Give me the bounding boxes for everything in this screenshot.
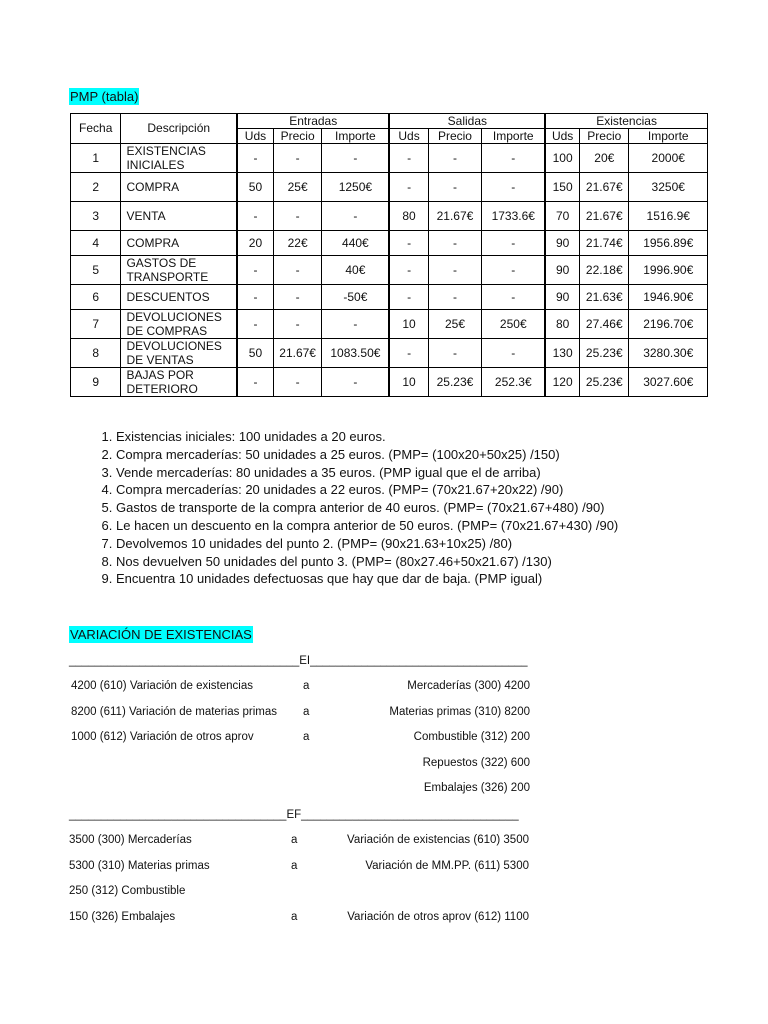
table-cell: 20 xyxy=(237,231,274,256)
table-cell: - xyxy=(389,339,428,368)
journal-debit: 150 (326) Embalajes xyxy=(69,910,176,923)
table-cell: 22.18€ xyxy=(580,256,629,285)
table-cell: 8 xyxy=(71,339,121,368)
table-cell: 40€ xyxy=(322,256,390,285)
list-item: 1. Existencias iniciales: 100 unidades a 20 euros. xyxy=(116,428,618,446)
table-cell: - xyxy=(273,310,321,339)
table-cell: - xyxy=(273,285,321,310)
table-cell: - xyxy=(237,310,274,339)
table-cell: 150 xyxy=(545,173,579,202)
table-cell-descripcion: DEVOLUCIONES DE COMPRAS xyxy=(121,310,237,339)
table-cell: 1 xyxy=(71,144,121,173)
header-precio: Precio xyxy=(580,129,629,144)
table-cell: 25€ xyxy=(428,310,482,339)
table-cell: - xyxy=(273,202,321,231)
table-cell: 22€ xyxy=(273,231,321,256)
table-cell: - xyxy=(482,339,545,368)
table-cell: - xyxy=(389,173,428,202)
table-cell: 25.23€ xyxy=(580,368,629,397)
table-cell: - xyxy=(389,231,428,256)
journal-a: a xyxy=(303,731,310,744)
ei-separator: ____________________________________EI__________________________________ xyxy=(69,655,528,667)
table-cell: 6 xyxy=(71,285,121,310)
table-cell: 90 xyxy=(545,231,579,256)
table-cell: - xyxy=(428,144,482,173)
table-cell: 2196.70€ xyxy=(629,310,708,339)
table-cell: - xyxy=(322,310,390,339)
table-cell: - xyxy=(237,285,274,310)
pmp-table xyxy=(70,113,708,397)
variacion-title: VARIACIÓN DE EXISTENCIAS xyxy=(70,627,252,642)
table-row xyxy=(71,368,708,397)
table-cell: 3250€ xyxy=(629,173,708,202)
table-cell: 50 xyxy=(237,339,274,368)
table-cell: 27.46€ xyxy=(580,310,629,339)
table-cell: 1956.89€ xyxy=(629,231,708,256)
table-cell: 252.3€ xyxy=(482,368,545,397)
table-cell: 1516.9€ xyxy=(629,202,708,231)
table-cell: -50€ xyxy=(322,285,390,310)
header-importe: Importe xyxy=(629,129,708,144)
header-salidas: Salidas xyxy=(389,114,545,129)
header-uds: Uds xyxy=(545,129,579,144)
table-row xyxy=(71,202,708,231)
header-precio: Precio xyxy=(428,129,482,144)
table-cell: 21.67€ xyxy=(580,202,629,231)
table-cell: 130 xyxy=(545,339,579,368)
table-cell: 440€ xyxy=(322,231,390,256)
journal-a: a xyxy=(291,910,298,923)
table-cell: 100 xyxy=(545,144,579,173)
table-row xyxy=(71,339,708,368)
pmp-title: PMP (tabla) xyxy=(70,89,139,104)
list-item: 2. Compra mercaderías: 50 unidades a 25 euros. (PMP= (100x20+50x25) /150) xyxy=(116,446,618,464)
table-cell: 250€ xyxy=(482,310,545,339)
table-cell-descripcion: DEVOLUCIONES DE VENTAS xyxy=(121,339,237,368)
table-row xyxy=(71,256,708,285)
table-cell: 120 xyxy=(545,368,579,397)
list-item: 3. Vende mercaderías: 80 unidades a 35 euros. (PMP igual que el de arriba) xyxy=(116,464,618,482)
table-cell: 7 xyxy=(71,310,121,339)
table-cell: - xyxy=(482,231,545,256)
table-cell: 10 xyxy=(389,310,428,339)
table-cell: - xyxy=(482,173,545,202)
table-row xyxy=(71,310,708,339)
table-cell: - xyxy=(428,173,482,202)
table-cell: 5 xyxy=(71,256,121,285)
table-cell: 1083.50€ xyxy=(322,339,390,368)
table-cell: 1996.90€ xyxy=(629,256,708,285)
header-descripcion: Descripción xyxy=(121,114,237,144)
table-cell: 3027.60€ xyxy=(629,368,708,397)
journal-a: a xyxy=(291,859,298,872)
journal-debit: 3500 (300) Mercaderías xyxy=(69,834,192,846)
table-cell-descripcion: BAJAS POR DETERIORO xyxy=(121,368,237,397)
table-cell-descripcion: GASTOS DE TRANSPORTE xyxy=(121,256,237,285)
journal-debit: 1000 (612) Variación de otros aprov xyxy=(71,731,254,744)
table-cell: 80 xyxy=(389,202,428,231)
table-cell: 50 xyxy=(237,173,274,202)
list-item: 7. Devolvemos 10 unidades del punto 2. (PMP= (90x21.63+10x25) /80) xyxy=(116,535,618,553)
table-cell-descripcion: COMPRA xyxy=(121,173,237,202)
header-entradas: Entradas xyxy=(237,114,390,129)
header-importe: Importe xyxy=(482,129,545,144)
header-existencias: Existencias xyxy=(545,114,707,129)
table-cell: 1733.6€ xyxy=(482,202,545,231)
table-cell: - xyxy=(428,285,482,310)
journal-debit: 4200 (610) Variación de existencias xyxy=(71,680,253,692)
table-cell: 3280.30€ xyxy=(629,339,708,368)
table-cell: 25.23€ xyxy=(580,339,629,368)
journal-debit: 250 (312) Combustible xyxy=(69,885,186,898)
table-cell: 90 xyxy=(545,256,579,285)
journal-credit: Variación de existencias (610) 3500 xyxy=(347,834,529,846)
table-cell-descripcion: EXISTENCIAS INICIALES xyxy=(121,144,237,173)
table-cell: 80 xyxy=(545,310,579,339)
table-cell: 70 xyxy=(545,202,579,231)
journal-a: a xyxy=(303,680,310,692)
table-cell: - xyxy=(273,256,321,285)
header-fecha: Fecha xyxy=(71,114,121,144)
journal-credit: Combustible (312) 200 xyxy=(413,731,530,744)
table-cell-descripcion: COMPRA xyxy=(121,231,237,256)
table-cell: 20€ xyxy=(580,144,629,173)
table-cell: - xyxy=(237,368,274,397)
list-item: 6. Le hacen un descuento en la compra anterior de 50 euros. (PMP= (70x21.67+430) /90) xyxy=(116,517,618,535)
table-cell: 25€ xyxy=(273,173,321,202)
table-row xyxy=(71,285,708,310)
table-row xyxy=(71,144,708,173)
table-cell: 1946.90€ xyxy=(629,285,708,310)
table-row xyxy=(71,231,708,256)
table-cell: - xyxy=(389,144,428,173)
journal-credit: Variación de otros aprov (612) 1100 xyxy=(347,910,529,923)
table-cell: - xyxy=(273,368,321,397)
table-cell: 4 xyxy=(71,231,121,256)
table-cell: 21.63€ xyxy=(580,285,629,310)
table-cell: 21.67€ xyxy=(428,202,482,231)
table-cell: 2000€ xyxy=(629,144,708,173)
journal-credit: Repuestos (322) 600 xyxy=(422,756,530,769)
table-cell: - xyxy=(482,256,545,285)
list-item: 4. Compra mercaderías: 20 unidades a 22 euros. (PMP= (70x21.67+20x22) /90) xyxy=(116,481,618,499)
journal-a: a xyxy=(303,705,310,718)
table-cell-descripcion: DESCUENTOS xyxy=(121,285,237,310)
journal-debit: 8200 (611) Variación de materias primas xyxy=(71,705,278,718)
table-cell: 3 xyxy=(71,202,121,231)
list-item: 9. Encuentra 10 unidades defectuosas que hay que dar de baja. (PMP igual) xyxy=(116,570,618,588)
table-cell-descripcion: VENTA xyxy=(121,202,237,231)
journal-a: a xyxy=(291,834,298,846)
table-cell: - xyxy=(322,144,390,173)
header-uds: Uds xyxy=(237,129,274,144)
table-cell: - xyxy=(428,339,482,368)
table-cell: - xyxy=(482,144,545,173)
journal-credit: Mercaderías (300) 4200 xyxy=(407,680,530,692)
journal-credit: Materias primas (310) 8200 xyxy=(389,705,530,718)
table-cell: 21.67€ xyxy=(273,339,321,368)
table-cell: - xyxy=(482,285,545,310)
table-cell: 10 xyxy=(389,368,428,397)
header-precio: Precio xyxy=(273,129,321,144)
steps-list xyxy=(93,428,618,588)
header-uds: Uds xyxy=(389,129,428,144)
table-cell: 90 xyxy=(545,285,579,310)
table-row xyxy=(71,173,708,202)
list-item: 5. Gastos de transporte de la compra anterior de 40 euros. (PMP= (70x21.67+480) /90) xyxy=(116,499,618,517)
table-cell: 1250€ xyxy=(322,173,390,202)
header-importe: Importe xyxy=(322,129,390,144)
journal-debit: 5300 (310) Materias primas xyxy=(69,859,210,872)
table-cell: - xyxy=(237,144,274,173)
table-cell: 21.67€ xyxy=(580,173,629,202)
list-item: 8. Nos devuelven 50 unidades del punto 3. (PMP= (80x27.46+50x21.67) /130) xyxy=(116,553,618,571)
table-cell: - xyxy=(428,256,482,285)
table-cell: 9 xyxy=(71,368,121,397)
journal-credit: Embalajes (326) 200 xyxy=(423,782,530,795)
table-cell: - xyxy=(237,256,274,285)
table-cell: - xyxy=(428,231,482,256)
table-cell: 25.23€ xyxy=(428,368,482,397)
ef-separator: __________________________________EF__________________________________ xyxy=(69,809,519,821)
table-cell: 21.74€ xyxy=(580,231,629,256)
table-cell: - xyxy=(273,144,321,173)
table-cell: 2 xyxy=(71,173,121,202)
table-cell: - xyxy=(322,368,390,397)
table-cell: - xyxy=(322,202,390,231)
table-cell: - xyxy=(237,202,274,231)
table-cell: - xyxy=(389,256,428,285)
table-cell: - xyxy=(389,285,428,310)
journal-credit: Variación de MM.PP. (611) 5300 xyxy=(365,859,529,872)
